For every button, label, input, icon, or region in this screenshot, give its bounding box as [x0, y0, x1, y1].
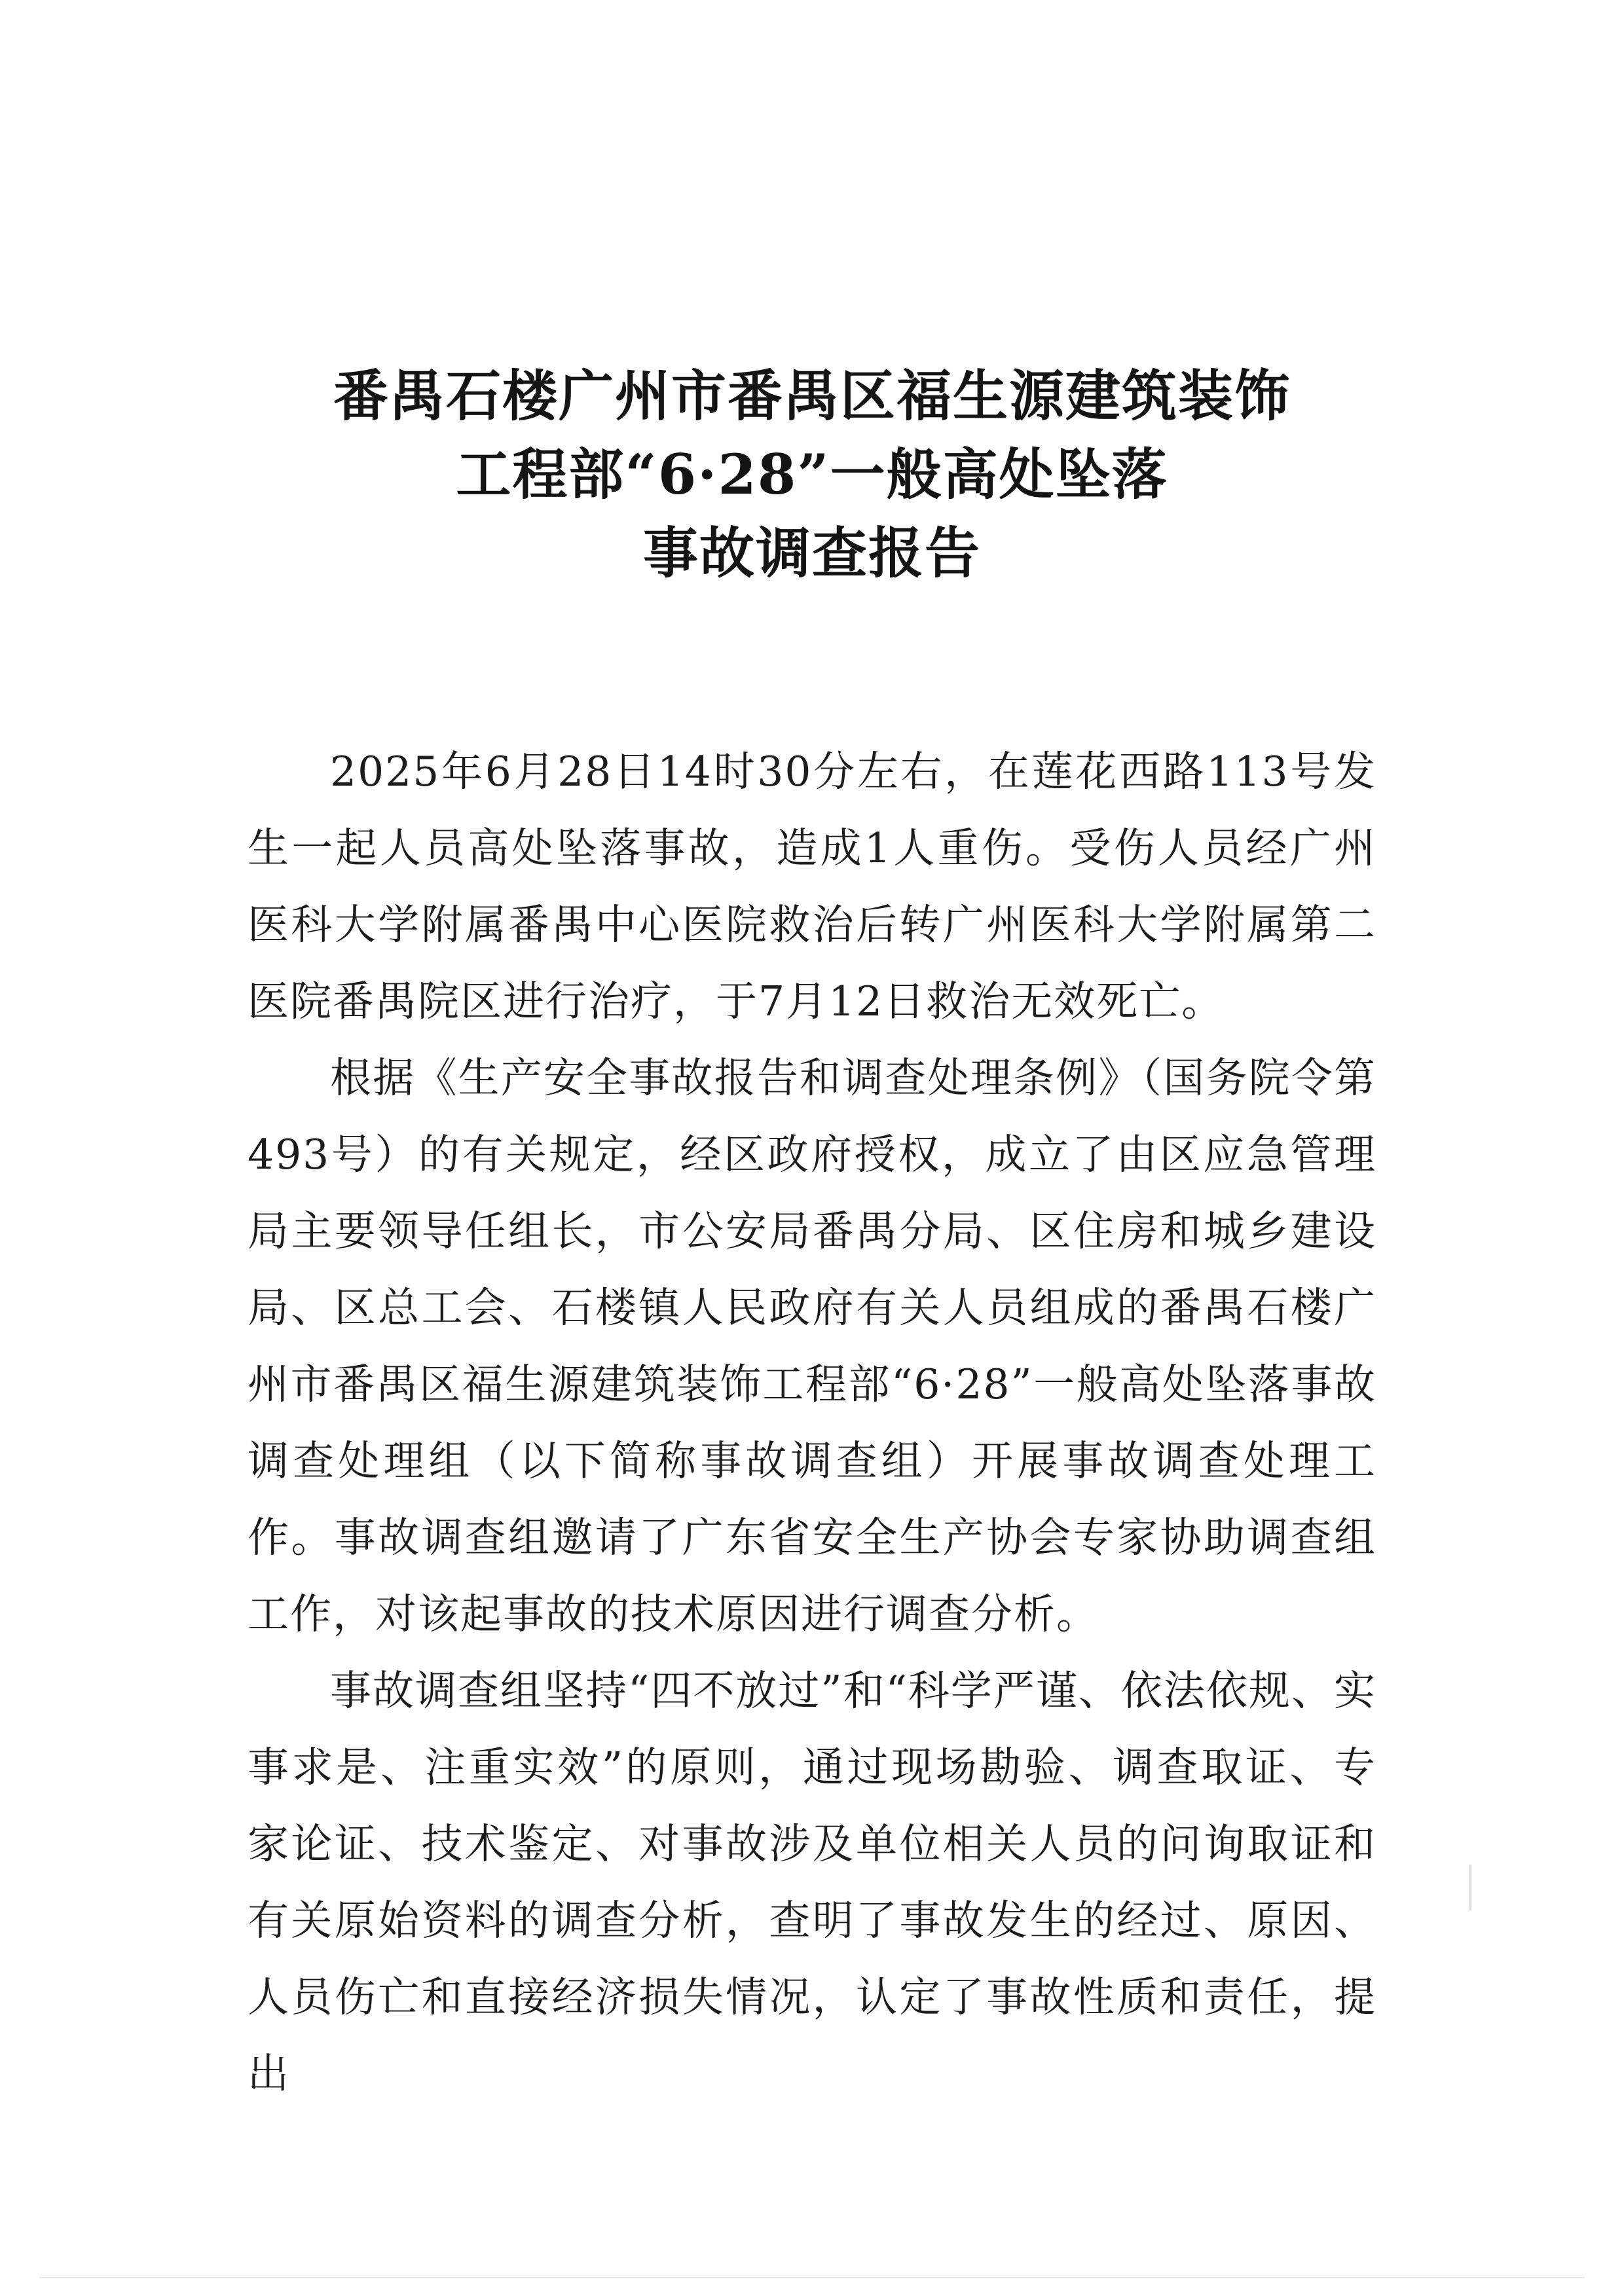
scan-mark [1469, 1865, 1471, 1910]
paragraph-incident-summary: 2025年6月28日14时30分左右，在莲花西路113号发生一起人员高处坠落事故，造成1人重伤。受伤人员经广州医科大学附属番禺中心医院救治后转广州医科大学附属第二医院番禺院区进行治疗，于7月12日救治无效死亡。 [248, 748, 1376, 1025]
scan-bottom-edge [39, 2277, 1585, 2278]
title-line-1: 番禺石楼广州市番禺区福生源建筑装饰 [333, 363, 1291, 428]
report-body [248, 733, 1376, 2112]
title-line-3: 事故调查报告 [642, 520, 981, 585]
paragraph-investigation-principles: 事故调查组坚持“四不放过”和“科学严谨、依法依规、实事求是、注重实效”的原则，通过现场勘验、调查取证、专家论证、技术鉴定、对事故涉及单位相关人员的问询取证和有关原始资料的调查分析，查明了事故发生的经过、原因、人员伤亡和直接经济损失情况，认定了事故性质和责任，提出 [248, 1667, 1376, 2098]
paragraph-investigation-team: 根据《生产安全事故报告和调查处理条例》（国务院令第493号）的有关规定，经区政府授权，成立了由区应急管理局主要领导任组长，市公安局番禺分局、区住房和城乡建设局、区总工会、石楼镇人民政府有关人员组成的番禺石楼广州市番禺区福生源建筑装饰工程部“6·28”一般高处坠落事故调查处理组（以下简称事故调查组）开展事故调查处理工作。事故调查组邀请了广东省安全生产协会专家协助调查组工作，对该起事故的技术原因进行调查分析。 [248, 1054, 1376, 1638]
report-title [249, 357, 1375, 592]
title-line-2: 工程部“6·28”一般高处坠落 [456, 442, 1168, 507]
